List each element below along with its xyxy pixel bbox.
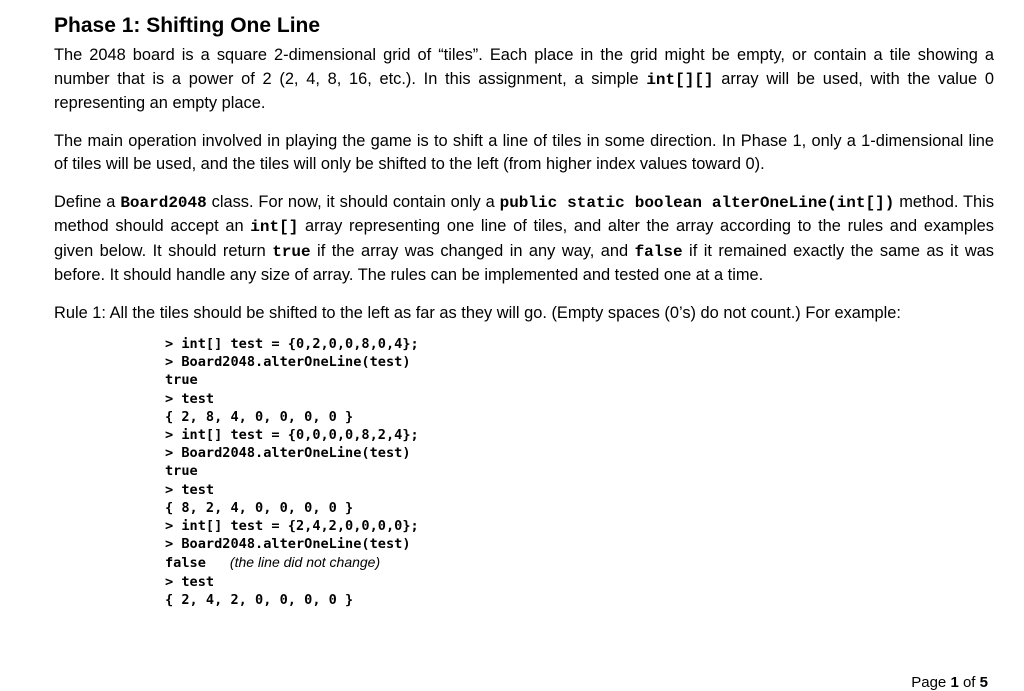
false-code: false xyxy=(634,242,683,261)
console-line: > Board2048.alterOneLine(test) xyxy=(165,536,411,553)
class-name-code: Board2048 xyxy=(120,193,207,212)
intro-paragraph xyxy=(54,44,994,116)
console-line: > int[] test = {2,4,2,0,0,0,0}; xyxy=(165,518,419,535)
document-body xyxy=(54,14,994,609)
console-line: { 2, 8, 4, 0, 0, 0, 0 } xyxy=(165,408,354,425)
define-text-1: Define a xyxy=(54,192,121,211)
console-line: > Board2048.alterOneLine(test) xyxy=(165,445,411,462)
console-example xyxy=(165,335,994,609)
page-total: 5 xyxy=(979,674,988,691)
console-line: { 8, 2, 4, 0, 0, 0, 0 } xyxy=(165,499,354,516)
define-text-5: if the array was changed in any way, and xyxy=(310,241,635,260)
define-paragraph xyxy=(54,191,994,288)
of-word: of xyxy=(962,674,976,691)
intro-text-1: The 2048 board is a square 2-dimensional grid of “tiles”. Each place in the grid might be empty, or contain a tile showing a number that is a power of 2 (2, 4, 8, 16, etc.). In this assignment, a simple xyxy=(54,46,994,88)
define-text-6: if it remained exactly the same as it was before. It should handle any size of array. The rules can be implemented and tested one at a time. xyxy=(54,241,994,284)
operation-paragraph: The main operation involved in playing the game is to shift a line of tiles in some direction. In Phase 1, only a 1-dimensional line of tiles will be used, and the tiles will only be shifted to the left (from higher index values toward 0). xyxy=(54,131,994,173)
intro-code-1: int[][] xyxy=(646,70,714,89)
console-line: > int[] test = {0,0,0,0,8,2,4}; xyxy=(165,427,419,444)
define-text-4: array representing one line of tiles, and alter the array according to the rules and examples given below. It should return xyxy=(54,217,994,260)
console-line: > int[] test = {0,2,0,0,8,0,4}; xyxy=(165,336,419,352)
page-word: Page xyxy=(911,674,947,691)
true-code: true xyxy=(272,242,311,261)
console-line: > test xyxy=(165,390,215,407)
define-text-3: method. This method should accept an xyxy=(54,192,995,235)
console-line-with-note xyxy=(165,553,994,572)
console-line: true xyxy=(165,372,198,389)
console-note: (the line did not change) xyxy=(229,554,381,571)
console-line: true xyxy=(165,463,198,480)
phase-heading: Phase 1: Shifting One Line xyxy=(54,14,321,37)
int-array-code: int[] xyxy=(250,218,299,236)
define-text-2: class. For now, it should contain only a xyxy=(206,192,500,211)
console-line: > test xyxy=(165,573,215,590)
page-current: 1 xyxy=(950,674,959,691)
rule-1-paragraph: Rule 1: All the tiles should be shifted to the left as far as they will go. (Empty spaces (0’s) do not count.) For example: xyxy=(54,303,901,322)
console-line: false xyxy=(165,555,206,572)
method-signature-code: public static boolean alterOneLine(int[]) xyxy=(499,193,895,212)
console-line: > Board2048.alterOneLine(test) xyxy=(165,354,411,371)
page-number-footer xyxy=(911,674,988,691)
intro-text-2: array will be used, with the value 0 representing an empty place. xyxy=(54,69,994,112)
console-line: > test xyxy=(165,481,215,498)
console-line: { 2, 4, 2, 0, 0, 0, 0 } xyxy=(165,591,354,608)
